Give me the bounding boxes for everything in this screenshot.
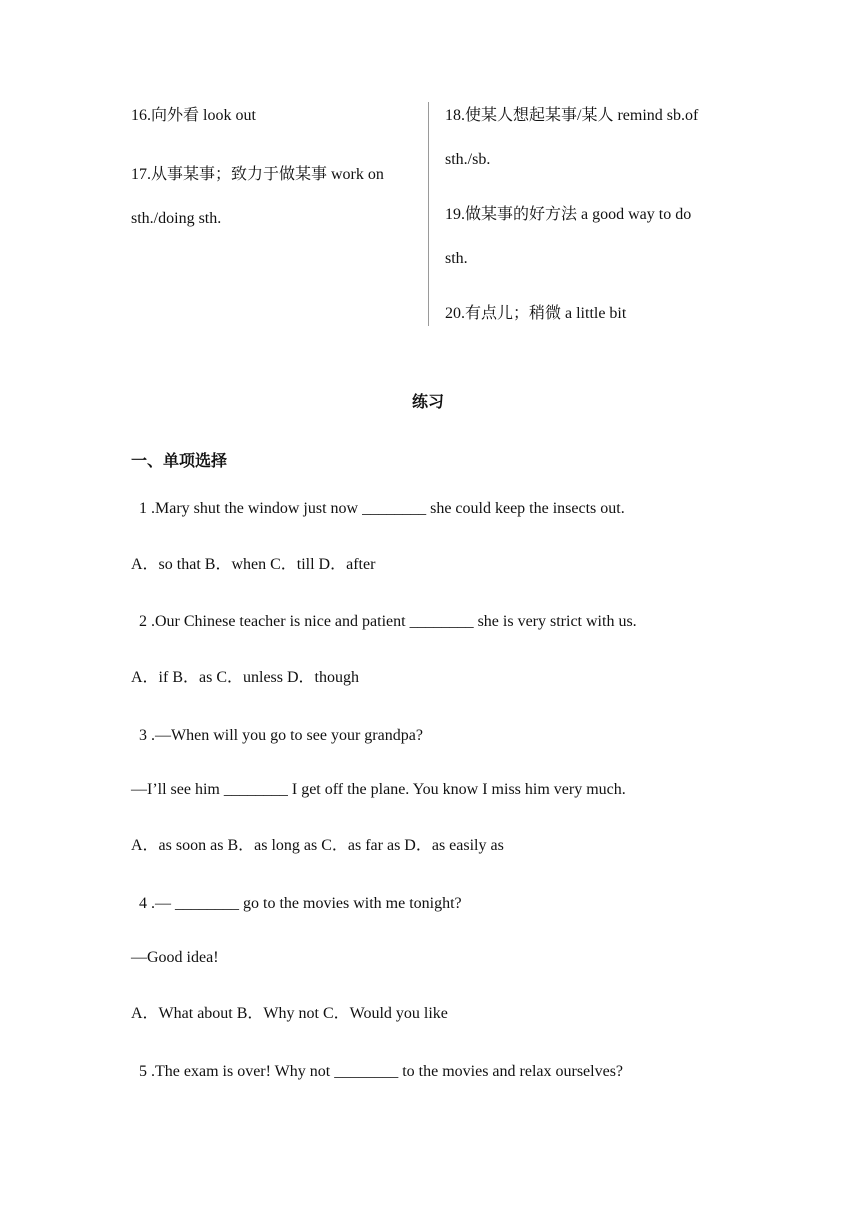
column-divider	[428, 102, 429, 326]
question-1-options: A．so that B．when C．till D．after	[131, 556, 376, 573]
phrase-20: 20.有点儿；稍微 a little bit	[445, 305, 627, 322]
question-4: 4 .— ________ go to the movies with me tonight?	[139, 895, 462, 912]
phrase-19: 19.做某事的好方法 a good way to do	[445, 206, 692, 223]
section-title: 练习	[412, 394, 445, 411]
question-2-options: A．if B．as C．unless D．though	[131, 669, 360, 686]
question-4-options: A．What about B．Why not C．Would you like	[131, 1005, 448, 1022]
phrase-18-cont: sth./sb.	[445, 151, 491, 168]
question-4-reply: —Good idea!	[131, 949, 219, 966]
question-3: 3 .—When will you go to see your grandpa?	[139, 727, 423, 744]
phrase-17-cont: sth./doing sth.	[131, 210, 222, 227]
question-3-options: A．as soon as B．as long as C．as far as D．as easily as	[131, 837, 504, 854]
part-title: 一、单项选择	[131, 453, 228, 470]
phrase-18: 18.使某人想起某事/某人 remind sb.of	[445, 107, 699, 124]
phrase-16: 16.向外看 look out	[131, 107, 256, 124]
question-2: 2 .Our Chinese teacher is nice and patient ________ she is very strict with us.	[139, 613, 637, 630]
phrase-17: 17.从事某事；致力于做某事 work on	[131, 166, 384, 183]
question-5: 5 .The exam is over! Why not ________ to the movies and relax ourselves?	[139, 1063, 624, 1080]
question-3-reply: —I’ll see him ________ I get off the plane. You know I miss him very much.	[131, 781, 626, 798]
phrase-19-cont: sth.	[445, 250, 468, 267]
question-1: 1 .Mary shut the window just now ________ she could keep the insects out.	[139, 500, 625, 517]
